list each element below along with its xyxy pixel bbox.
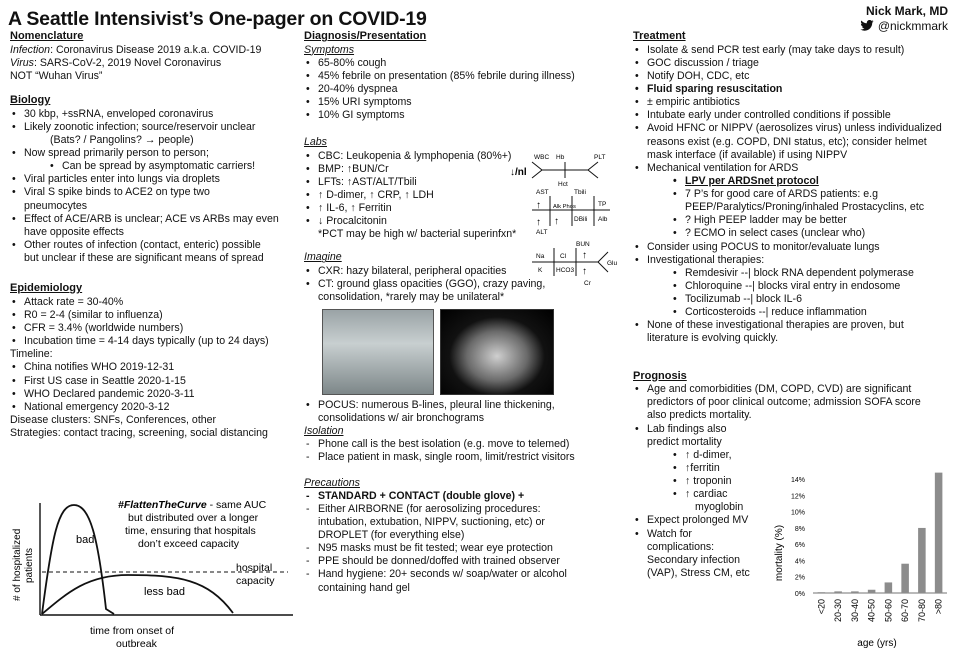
treatment-list — [633, 44, 953, 346]
curve-caption: time, ensuring that hospitals — [125, 525, 256, 537]
symptoms-heading: Symptoms — [304, 43, 355, 56]
chart-x-tick-label: 40-50 — [866, 599, 877, 623]
list-item: • ↑ cardiac — [633, 488, 953, 501]
bad-curve — [42, 505, 114, 614]
fishbone-label: BUN — [576, 241, 590, 248]
chart-y-tick-label: 12% — [790, 493, 805, 501]
list-item: • Incubation time = 4-14 days typically (up to 24 days) — [10, 335, 295, 348]
fishbone-label: Alb — [598, 216, 608, 223]
disease-clusters: Disease clusters: SNFs, Conferences, other — [10, 413, 217, 426]
list-item: • WHO Declared pandemic 2020-3-11 — [10, 388, 295, 401]
fishbone-label: Hb — [556, 154, 565, 161]
list-item: have opposite effects — [24, 225, 124, 238]
list-item: • 7 P’s for good care of ARDS patients: e.g — [633, 188, 953, 201]
list-item: • 45% febrile on presentation (85% febrile during illness) — [304, 70, 619, 83]
capacity-label: capacity — [236, 575, 275, 587]
list-item: predict mortality — [647, 435, 722, 448]
list-item: • Lab findings also — [633, 423, 953, 436]
fishbone-label: Tbili — [574, 189, 586, 196]
list-item: • Remdesivir --| block RNA dependent polymerase — [633, 267, 953, 280]
chart-bar — [851, 591, 859, 593]
list-item: • Age and comorbidities (DM, COPD, CVD) are significant — [633, 383, 953, 396]
list-item: - STANDARD + CONTACT (double glove) + — [304, 490, 619, 503]
fishbone-label: WBC — [534, 154, 550, 161]
list-item: • ↑ IL-6, ↑ Ferritin — [304, 202, 519, 215]
curve-ylabel: # of hospitalized — [12, 528, 23, 601]
list-item: • Other routes of infection (contact, enteric) possible — [10, 239, 295, 252]
caption-text: - same AUC — [206, 499, 267, 511]
list-item: reasons exist (e.g. COPD, DNI status, etc); consider helmet — [647, 135, 927, 148]
curve-ylabel: patients — [24, 547, 35, 583]
list-item: • CXR: hazy bilateral, peripheral opacities — [304, 265, 619, 278]
fishbone-label: Glu — [607, 260, 618, 267]
list-item: • Attack rate = 30-40% — [10, 296, 295, 309]
list-item: DROPLET (for everything else) — [318, 529, 465, 541]
page-title: A Seattle Intensivist’s One-pager on COVID-19 — [8, 8, 427, 30]
list-item: • CT: ground glass opacities (GGO), crazy paving, — [304, 278, 619, 291]
list-item: • Effect of ACE/ARB is unclear; ACE vs ARBs may even — [10, 213, 295, 226]
list-item: • BMP: ↑BUN/Cr — [304, 163, 519, 176]
list-item: - N95 masks must be fit tested; wear eye protection — [304, 542, 619, 555]
list-item: predictors of poor clinical outcome; admission SOFA score — [647, 396, 921, 409]
list-item: intubation, extubation, NIPPV, suctioning, etc) or — [318, 515, 545, 528]
biology-heading: Biology — [10, 94, 51, 106]
isolation-list — [304, 438, 619, 464]
treatment-heading: Treatment — [633, 30, 686, 42]
fishbone-arrow: ↑ — [582, 266, 587, 277]
hashtag: #FlattenTheCurve — [118, 499, 207, 511]
list-item: • Notify DOH, CDC, etc — [633, 70, 953, 83]
list-item: • National emergency 2020-3-12 — [10, 401, 295, 414]
list-item: • 30 kbp, +ssRNA, enveloped coronavirus — [10, 108, 295, 121]
nomenclature-line: Infection: Coronavirus Disease 2019 a.k.a. COVID-19 — [10, 43, 262, 56]
list-item: mask interface (if available) if using NIPPV — [647, 148, 848, 161]
chart-x-tick-label: 20-30 — [833, 599, 844, 623]
fishbone-label: AST — [536, 189, 549, 196]
less-bad-label: less bad — [144, 586, 185, 598]
capacity-label: hospital — [236, 562, 273, 574]
fishbone-label: Na — [536, 253, 545, 260]
author-handle: @nickmmark — [877, 18, 948, 33]
chart-bar — [935, 473, 943, 593]
list-item: • ↑ d-dimer, — [633, 449, 953, 462]
bad-label: bad — [76, 534, 95, 546]
chart-bar — [885, 582, 893, 593]
list-item: • 20-40% dyspnea — [304, 83, 619, 96]
prognosis-heading: Prognosis — [633, 369, 687, 382]
fishbone-label: Cl — [560, 253, 567, 260]
fishbone-arrow: ↑ — [554, 216, 559, 227]
list-item: • R0 = 2-4 (similar to influenza) — [10, 309, 295, 322]
bmp-fishbone — [532, 241, 618, 287]
list-item: • LFTs: ↑AST/ALT/Tbili — [304, 176, 519, 189]
list-item: containing hand gel — [318, 581, 410, 594]
list-item: • 65-80% cough — [304, 57, 619, 70]
list-item: • ? ECMO in select cases (unclear who) — [633, 227, 953, 240]
list-item: • Viral S spike binds to ACE2 on type two — [10, 186, 295, 199]
epidemiology-heading: Epidemiology — [10, 282, 83, 295]
list-item: literature is evolving quickly. — [647, 332, 779, 345]
chart-y-tick-label: 0% — [794, 591, 805, 598]
list-item: • First US case in Seattle 2020-1-15 — [10, 375, 295, 388]
fishbone-label: PLT — [594, 154, 606, 161]
list-item: • CFR = 3.4% (worldwide numbers) — [10, 322, 295, 335]
chart-plot-area — [791, 473, 947, 622]
chart-y-tick-label: 2% — [794, 574, 805, 582]
list-item: pneumocytes — [24, 199, 88, 212]
curve-caption: don’t exceed capacity — [138, 538, 239, 550]
pocus-list — [304, 399, 619, 425]
chart-x-tick-label: 30-40 — [849, 599, 860, 623]
fishbone-arrow: ↑ — [582, 250, 587, 261]
list-item: - Place patient in mask, single room, limit/restrict visitors — [304, 451, 619, 464]
chart-bar — [901, 564, 909, 593]
list-item: • Consider using POCUS to monitor/evaluate lungs — [633, 241, 953, 254]
list-item: • ? High PEEP ladder may be better — [633, 214, 953, 227]
list-item: • LPV per ARDSnet protocol — [633, 175, 953, 188]
lft-fishbone — [532, 189, 610, 236]
list-item: • ↑ D-dimer, ↑ CRP, ↑ LDH — [304, 189, 519, 202]
chart-x-tick-label: <20 — [816, 599, 827, 615]
fishbone-value: ↓/nl — [510, 167, 527, 178]
curve-caption: but distributed over a longer — [128, 512, 259, 524]
list-item: • Avoid HFNC or NIPPV (aerosolizes virus) unless individualized — [633, 122, 953, 135]
symptoms-list — [304, 57, 619, 123]
fishbone-label: K — [538, 267, 543, 274]
list-item: • Investigational therapies: — [633, 254, 953, 267]
list-item: - Either AIRBORNE (for aerosolizing procedures: — [304, 503, 619, 516]
list-item: • Likely zoonotic infection; source/reservoir unclear — [10, 121, 295, 134]
chart-y-tick-label: 4% — [794, 558, 805, 566]
list-item: consolidation, *rarely may be unilateral* — [318, 290, 505, 303]
fishbone-label: DBili — [574, 216, 588, 223]
chart-y-tick-label: 14% — [790, 477, 805, 485]
list-item: • Expect prolonged MV — [633, 514, 953, 527]
column-left — [10, 30, 295, 440]
list-item: • ↑ferritin — [633, 462, 953, 475]
fishbone-label: Hct — [558, 181, 568, 188]
list-item: • Mechanical ventilation for ARDS — [633, 162, 953, 175]
list-item: • China notifies WHO 2019-12-31 — [10, 361, 295, 374]
list-item: complications: — [647, 540, 715, 553]
chest-ct-image — [440, 309, 554, 395]
chart-y-tick-label: 8% — [794, 525, 805, 533]
list-item: consolidations w/ air bronchograms — [318, 412, 485, 424]
fishbone-label: Cr — [584, 280, 591, 287]
chart-x-tick-label: 60-70 — [900, 599, 911, 623]
isolation-heading: Isolation — [304, 425, 344, 438]
list-item: *PCT may be high w/ bacterial superinfxn* — [318, 228, 517, 241]
list-item: • Chloroquine --| blocks viral entry in endosome — [633, 280, 953, 293]
list-item: • None of these investigational therapies are proven, but — [633, 319, 953, 332]
list-item: • Can be spread by asymptomatic carriers! — [10, 160, 295, 173]
chart-y-tick-label: 10% — [790, 509, 805, 517]
list-item: • CBC: Leukopenia & lymphopenia (80%+) — [304, 150, 519, 163]
list-item: • Watch for — [633, 528, 953, 541]
list-item: • Viral particles enter into lungs via droplets — [10, 173, 295, 186]
labs-heading: Labs — [304, 136, 327, 149]
curve-caption — [118, 499, 267, 511]
less-bad-curve — [42, 575, 233, 614]
list-item: • ↓ Procalcitonin — [304, 215, 519, 228]
list-item: (Bats? / Pangolins? → people) — [50, 133, 194, 146]
diagnosis-heading: Diagnosis/Presentation — [304, 30, 427, 42]
chart-x-tick-label: 70-80 — [916, 599, 927, 623]
mortality-by-age-chart — [765, 455, 955, 653]
list-item: • ± empiric antibiotics — [633, 96, 953, 109]
chest-xray-image — [322, 309, 434, 395]
imaging-figures — [304, 309, 619, 395]
epidemiology-list — [10, 296, 295, 349]
chart-bar — [818, 592, 826, 593]
fishbone-arrow: ↑ — [536, 217, 541, 228]
chart-bar — [868, 590, 876, 593]
nomenclature-line: NOT “Wuhan Virus” — [10, 69, 103, 82]
chart-x-tick-label: >80 — [933, 599, 944, 615]
cbc-fishbone — [510, 154, 605, 188]
nomenclature-line: Virus: SARS-CoV-2, 2019 Novel Coronavirus — [10, 56, 222, 69]
chart-bar — [834, 591, 842, 593]
chart-bar — [918, 528, 926, 593]
curve-xlabel: time from onset of — [90, 625, 175, 637]
fishbone-label: HCO3 — [556, 267, 575, 274]
fishbone-label: Alk Phos — [553, 204, 576, 210]
list-item: • ↑ troponin — [633, 475, 953, 488]
list-item: • GOC discussion / triage — [633, 57, 953, 70]
precautions-heading: Precautions — [304, 476, 360, 489]
list-item: - PPE should be donned/doffed with trained observer — [304, 555, 619, 568]
precautions-list — [304, 490, 619, 595]
list-item: PEEP/Paralytics/Proning/inhaled Prostacyclins, etc — [685, 201, 925, 214]
column-middle — [304, 30, 619, 595]
list-item: • 10% GI symptoms — [304, 109, 619, 122]
list-item: • POCUS: numerous B-lines, pleural line thickening, — [304, 399, 619, 412]
chart-x-tick-label: 50-60 — [883, 599, 894, 623]
list-item: - Phone call is the best isolation (e.g. move to telemed) — [304, 438, 619, 451]
fishbone-arrow: ↑ — [536, 200, 541, 211]
fishbone-label: ALT — [536, 229, 548, 236]
chart-ylabel: mortality (%) — [774, 524, 785, 582]
nomenclature-heading: Nomenclature — [10, 30, 84, 42]
list-item: • Intubate early under controlled conditions if possible — [633, 109, 953, 122]
list-item: (VAP), Stress CM, etc — [647, 566, 750, 579]
lab-fishbone-diagrams — [510, 148, 620, 288]
list-item: also predicts mortality. — [647, 409, 752, 422]
timeline-label: Timeline: — [10, 348, 53, 361]
list-item: Secondary infection — [647, 553, 741, 566]
list-item: • Fluid sparing resuscitation — [633, 83, 953, 96]
list-item: myoglobin — [695, 501, 744, 514]
list-item: • 15% URI symptoms — [304, 96, 619, 109]
list-item: • Corticosteroids --| reduce inflammation — [633, 306, 953, 319]
chart-xlabel: age (yrs) — [857, 638, 897, 649]
fishbone-label: TP — [598, 201, 607, 208]
list-item: • Tocilizumab --| block IL-6 — [633, 293, 953, 306]
imaging-heading: Imagine — [304, 251, 342, 264]
author-name: Nick Mark, MD — [865, 4, 948, 18]
labs-list — [304, 150, 519, 242]
list-item: - Hand hygiene: 20+ seconds w/ soap/water or alcohol — [304, 568, 619, 581]
list-item: but unclear if these are significant means of spread — [24, 252, 264, 264]
biology-list — [10, 108, 295, 266]
flatten-curve-diagram — [8, 497, 298, 653]
chart-y-tick-label: 6% — [794, 542, 805, 550]
strategies: Strategies: contact tracing, screening, social distancing — [10, 427, 268, 439]
list-item: • Isolate & send PCR test early (may take days to result) — [633, 44, 953, 57]
list-item: • Now spread primarily person to person; — [10, 147, 295, 160]
curve-xlabel: outbreak — [116, 638, 157, 650]
timeline-list — [10, 361, 295, 414]
